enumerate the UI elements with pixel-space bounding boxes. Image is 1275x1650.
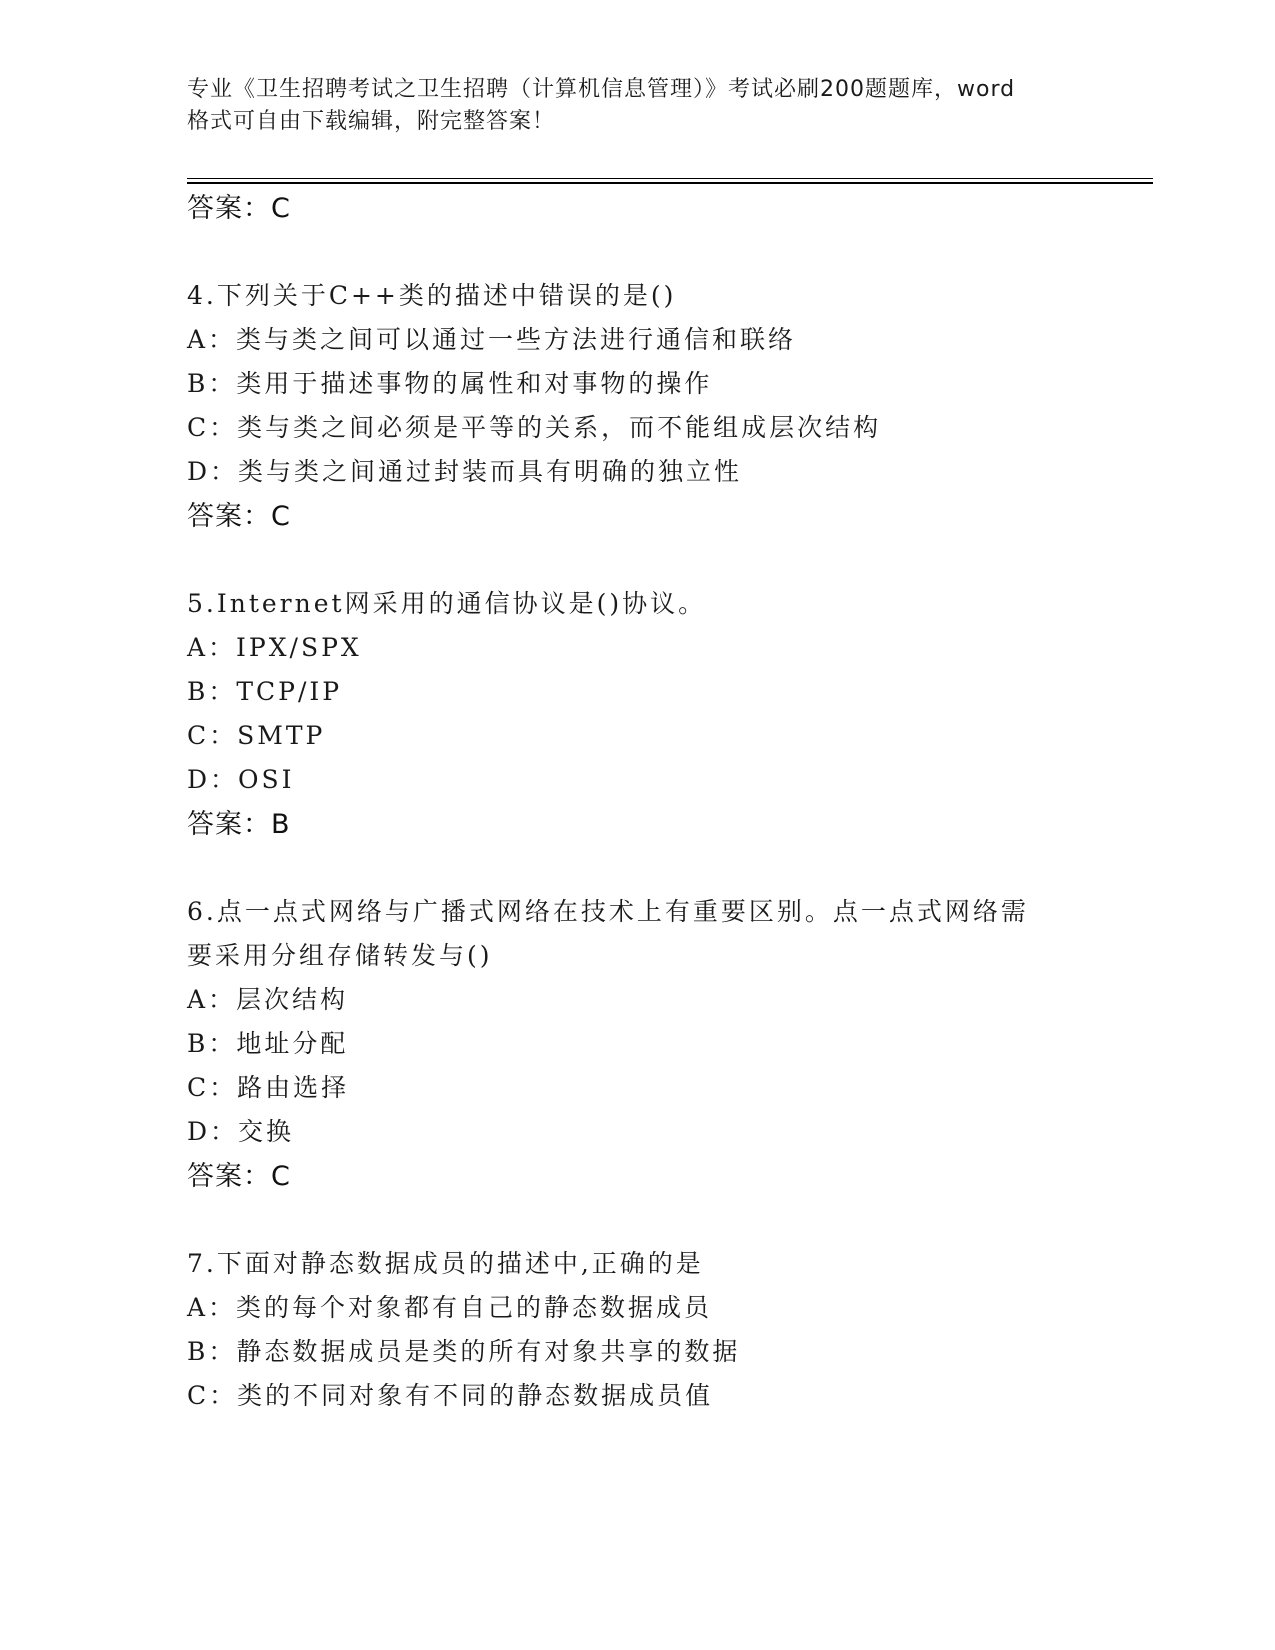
question-6-option-d: D：交换: [187, 1117, 295, 1146]
question-6-option-b: B：地址分配: [187, 1029, 349, 1058]
question-5-answer: 答案：B: [187, 809, 291, 840]
question-7-option-a: A：类的每个对象都有自己的静态数据成员: [187, 1293, 713, 1322]
question-4-option-d: D：类与类之间通过封装而具有明确的独立性: [187, 457, 743, 486]
header-divider-thick: [187, 182, 1153, 184]
question-5-option-b: B：TCP/IP: [187, 677, 343, 706]
header-line-1: 专业《卫生招聘考试之卫生招聘（计算机信息管理）》考试必刷200题题库，word: [187, 77, 1016, 102]
question-7-stem: 7.下面对静态数据成员的描述中,正确的是: [187, 1249, 704, 1278]
header-line-2: 格式可自由下载编辑，附完整答案！: [187, 109, 556, 134]
answer-previous: 答案：C: [187, 193, 291, 224]
question-6-option-c: C：路由选择: [187, 1073, 350, 1102]
question-6-stem-line-2: 要采用分组存储转发与(): [187, 941, 493, 970]
question-5-stem: 5.Internet网采用的通信协议是()协议。: [187, 589, 707, 618]
question-5-option-c: C：SMTP: [187, 721, 326, 750]
question-5-option-d: D：OSI: [187, 765, 295, 794]
document-header: [187, 74, 1087, 138]
question-4-option-b: B：类用于描述事物的属性和对事物的操作: [187, 369, 713, 398]
question-6-option-a: A：层次结构: [187, 985, 349, 1014]
question-5-option-a: A：IPX/SPX: [187, 633, 362, 662]
header-divider-thin: [187, 178, 1153, 179]
question-4-answer: 答案：C: [187, 501, 291, 532]
question-4-option-a: A：类与类之间可以通过一些方法进行通信和联络: [187, 325, 797, 354]
question-4-stem: 4.下列关于C++类的描述中错误的是(): [187, 281, 677, 310]
question-4-option-c: C：类与类之间必须是平等的关系，而不能组成层次结构: [187, 413, 882, 442]
question-6-stem-line-1: 6.点一点式网络与广播式网络在技术上有重要区别。点一点式网络需: [187, 897, 1029, 926]
question-7-option-b: B：静态数据成员是类的所有对象共享的数据: [187, 1337, 741, 1366]
question-6-answer: 答案：C: [187, 1161, 291, 1192]
question-7-option-c: C：类的不同对象有不同的静态数据成员值: [187, 1381, 714, 1410]
